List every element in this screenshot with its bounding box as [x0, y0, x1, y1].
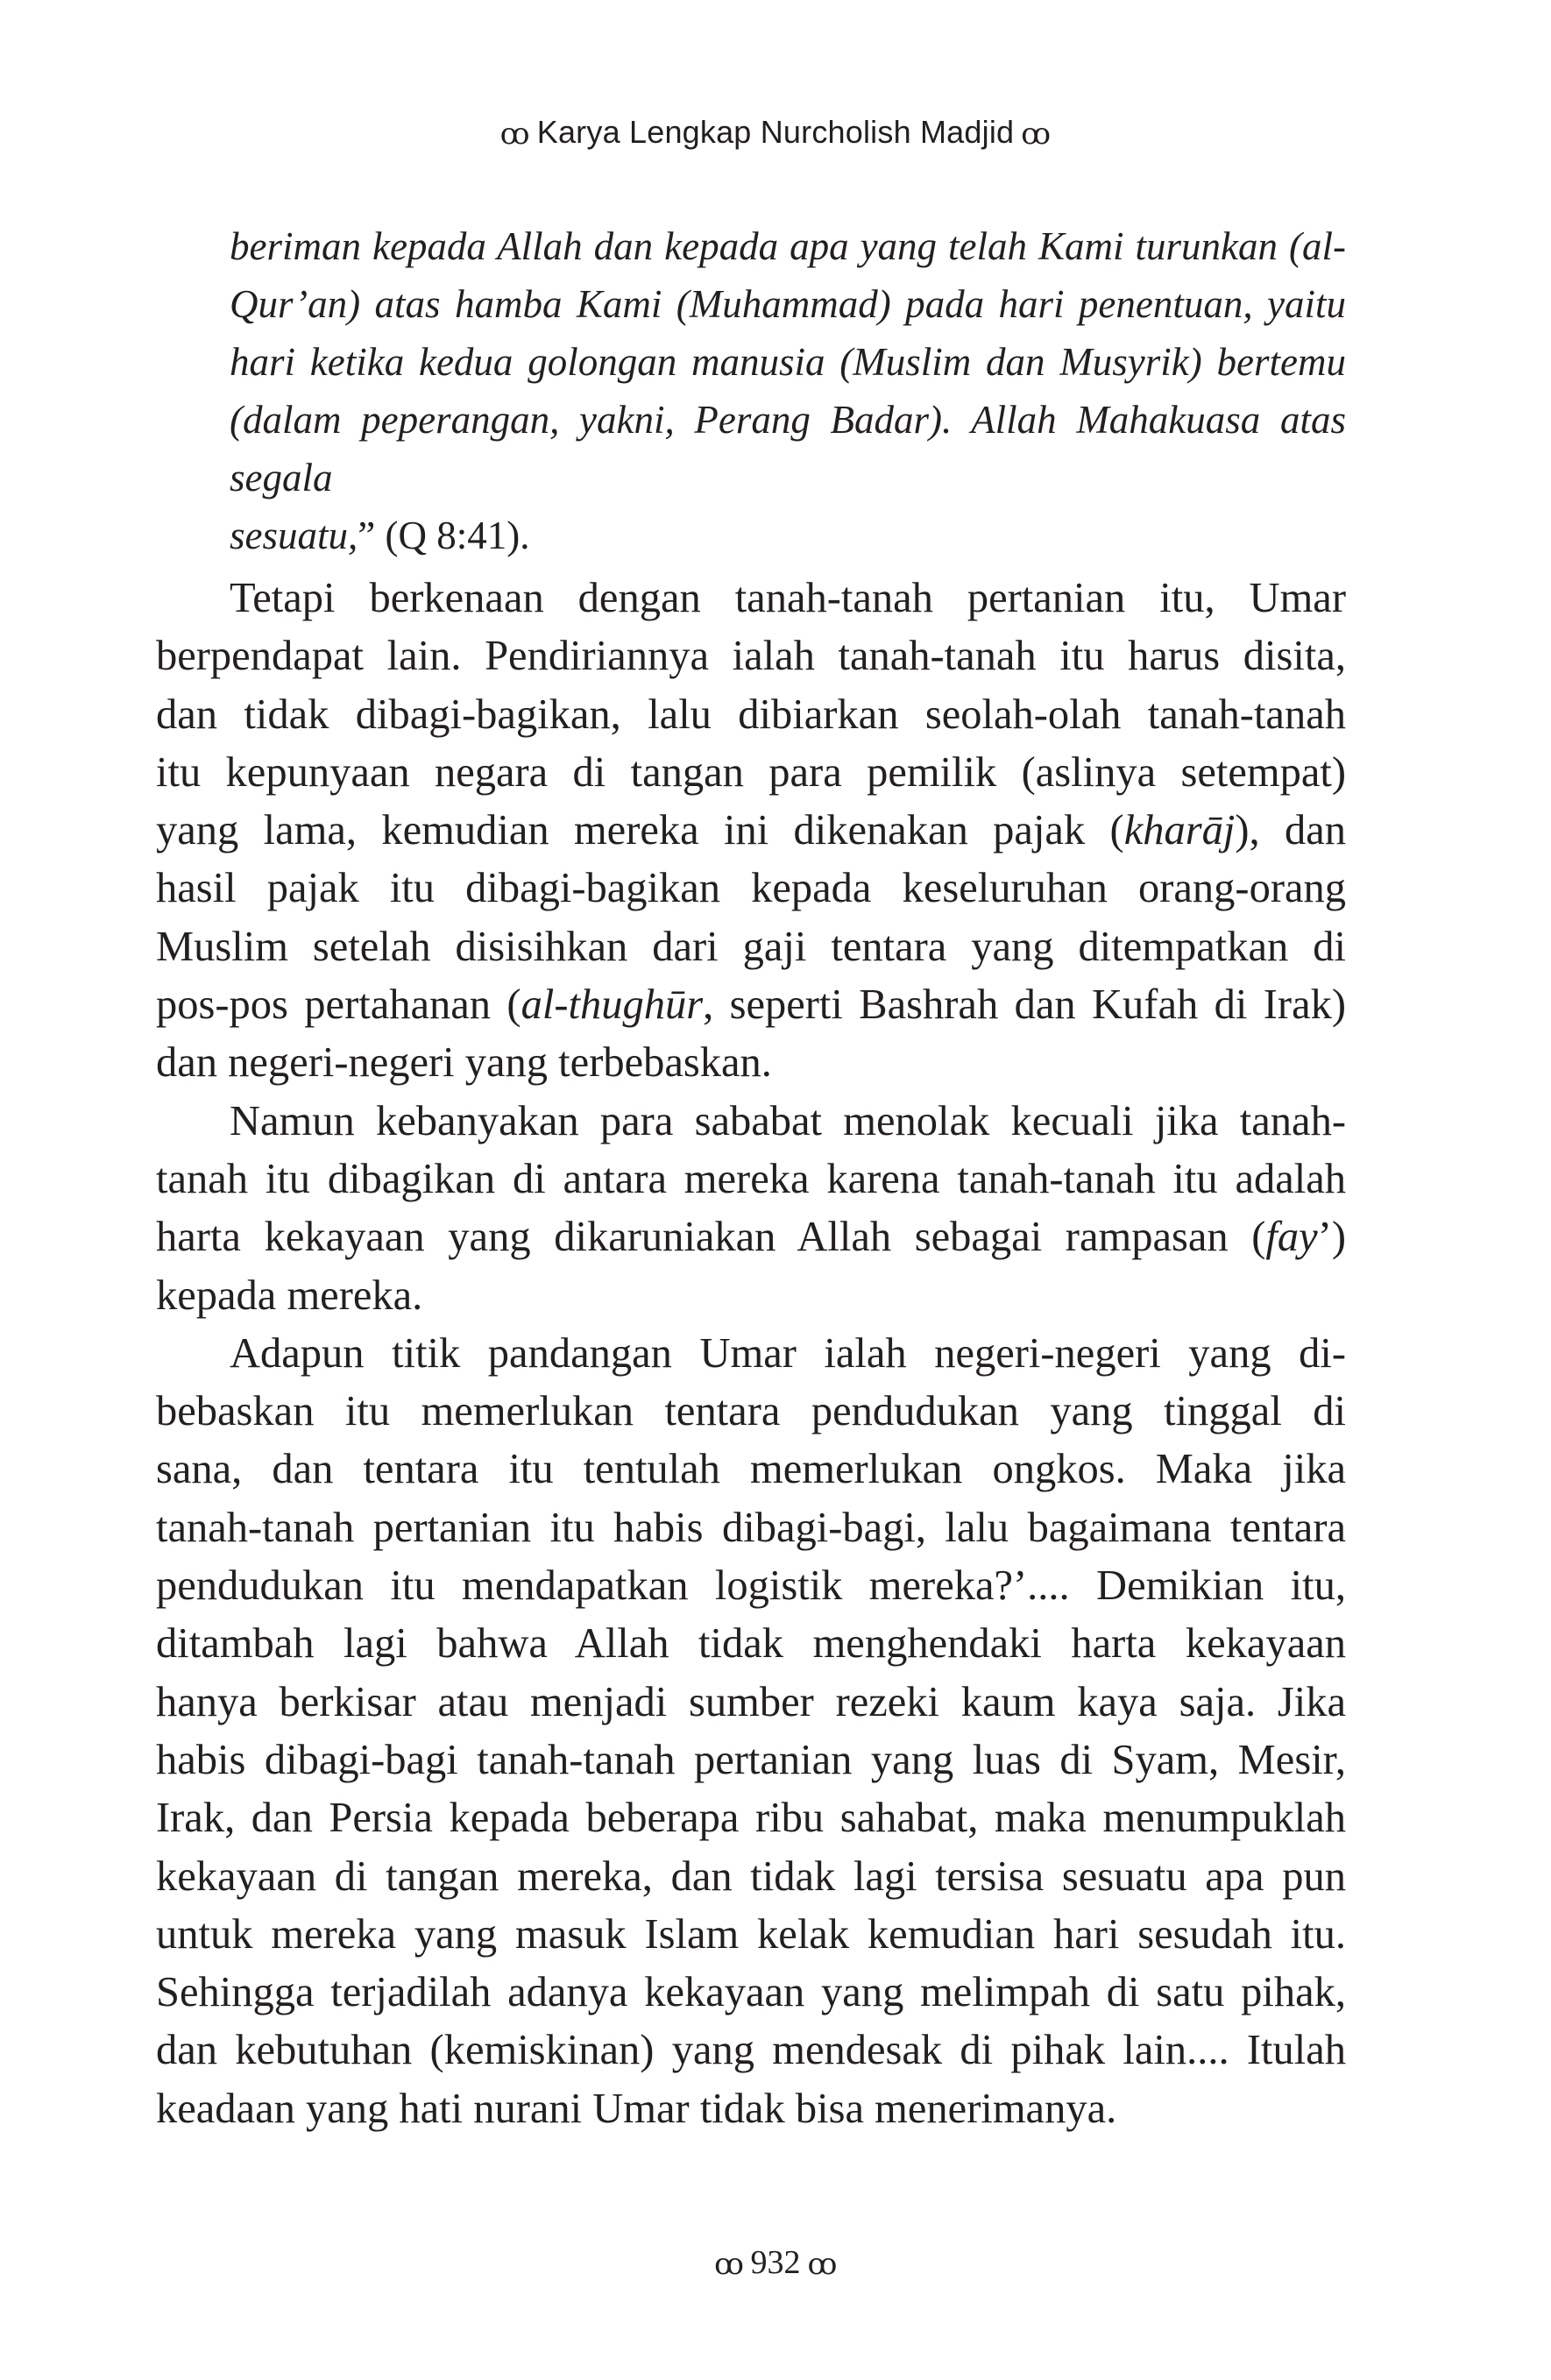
- quote-line-citation: sesuatu,” (Q 8:41).: [230, 514, 530, 557]
- page-footer: [0, 2243, 1551, 2282]
- text-line: berpendapat lain. Pendiriannya ialah tanah-tanah itu harus disita,: [156, 633, 1346, 680]
- paragraph-2: [156, 1093, 1346, 1325]
- text-line: kepada mereka.: [156, 1271, 423, 1319]
- quran-quotation: [230, 217, 1346, 564]
- quote-line: Qur’an) atas hamba Kami (Muhammad) pada hari penentuan, yaitu: [230, 282, 1346, 326]
- term-al-thughur: al-thughūr: [521, 981, 704, 1029]
- body-text: [156, 570, 1346, 2138]
- text-line: yang lama, kemudian mereka ini dikenakan pajak (kharāj), dan: [156, 807, 1346, 854]
- text-line: untuk mereka yang masuk Islam kelak kemudian hari sesudah itu.: [156, 1910, 1346, 1958]
- quote-line: beriman kepada Allah dan kepada apa yang telah Kami turunkan (al-: [230, 224, 1346, 268]
- text-line: Tetapi berkenaan dengan tanah-tanah pertanian itu, Umar: [230, 575, 1346, 621]
- text-line: ditambah lagi bahwa Allah tidak menghendaki harta kekayaan: [156, 1620, 1346, 1668]
- quote-line: (dalam peperangan, yakni, Perang Badar). Allah Mahakuasa atas segala: [230, 398, 1346, 499]
- ornament-left-icon: ꝏ: [499, 117, 530, 152]
- text-line: Sehingga terjadilah adanya kekayaan yang melimpah di satu pihak,: [156, 1969, 1346, 2016]
- text-line: hasil pajak itu dibagi-bagikan kepada keseluruhan orang-orang: [156, 865, 1346, 912]
- text-line: pendudukan itu mendapatkan logistik mereka?’.... Demikian itu,: [156, 1562, 1346, 1610]
- running-header-title: Karya Lengkap Nurcholish Madjid: [536, 114, 1015, 150]
- paragraph-1: [156, 570, 1346, 1093]
- text-line: itu kepunyaan negara di tangan para pemilik (aslinya setempat): [156, 748, 1346, 796]
- text-line: Namun kebanyakan para sababat menolak kecuali jika tanah-: [230, 1097, 1346, 1144]
- text-line: bebaskan itu memerlukan tentara pendudukan yang tinggal di: [156, 1388, 1346, 1435]
- page-number: 932: [750, 2244, 801, 2281]
- term-kharaj: kharāj: [1123, 807, 1236, 854]
- running-header: [0, 114, 1551, 151]
- text-line: tanah itu dibagikan di antara mereka karena tanah-tanah itu adalah: [156, 1155, 1346, 1202]
- ornament-right-icon: ꝏ: [1021, 117, 1052, 152]
- text-line: harta kekayaan yang dikaruniakan Allah sebagai rampasan (fay’): [156, 1214, 1346, 1261]
- text-line: dan tidak dibagi-bagikan, lalu dibiarkan seolah-olah tanah-tanah: [156, 691, 1346, 738]
- text-line: pos-pos pertahanan (al-thughūr, seperti Bashrah dan Kufah di Irak): [156, 981, 1346, 1029]
- text-line: Irak, dan Persia kepada beberapa ribu sahabat, maka menumpuklah: [156, 1795, 1346, 1842]
- term-fay: fay: [1265, 1214, 1318, 1261]
- text-line: dan kebutuhan (kemiskinan) yang mendesak di pihak lain.... Itulah: [156, 2027, 1346, 2074]
- text-line: kekayaan di tangan mereka, dan tidak lagi tersisa sesuatu apa pun: [156, 1852, 1346, 1900]
- paragraph-3: [156, 1325, 1346, 2138]
- ornament-left-icon: ꝏ: [713, 2247, 744, 2282]
- text-line: Muslim setelah disisihkan dari gaji tentara yang ditempatkan di: [156, 923, 1346, 970]
- text-line: keadaan yang hati nurani Umar tidak bisa menerimanya.: [156, 2085, 1117, 2132]
- text-line: dan negeri-negeri yang terbebaskan.: [156, 1039, 772, 1087]
- text-line: hanya berkisar atau menjadi sumber rezeki kaum kaya saja. Jika: [156, 1678, 1346, 1725]
- text-line: sana, dan tentara itu tentulah memerlukan ongkos. Maka jika: [156, 1446, 1346, 1493]
- ornament-right-icon: ꝏ: [807, 2247, 838, 2282]
- text-line: Adapun titik pandangan Umar ialah negeri-negeri yang di-: [230, 1329, 1346, 1377]
- quote-line: hari ketika kedua golongan manusia (Muslim dan Musyrik) bertemu: [230, 340, 1346, 384]
- text-line: tanah-tanah pertanian itu habis dibagi-bagi, lalu bagaimana tentara: [156, 1504, 1346, 1551]
- text-line: habis dibagi-bagi tanah-tanah pertanian yang luas di Syam, Mesir,: [156, 1736, 1346, 1783]
- quote-citation: ” (Q 8:41).: [358, 514, 530, 557]
